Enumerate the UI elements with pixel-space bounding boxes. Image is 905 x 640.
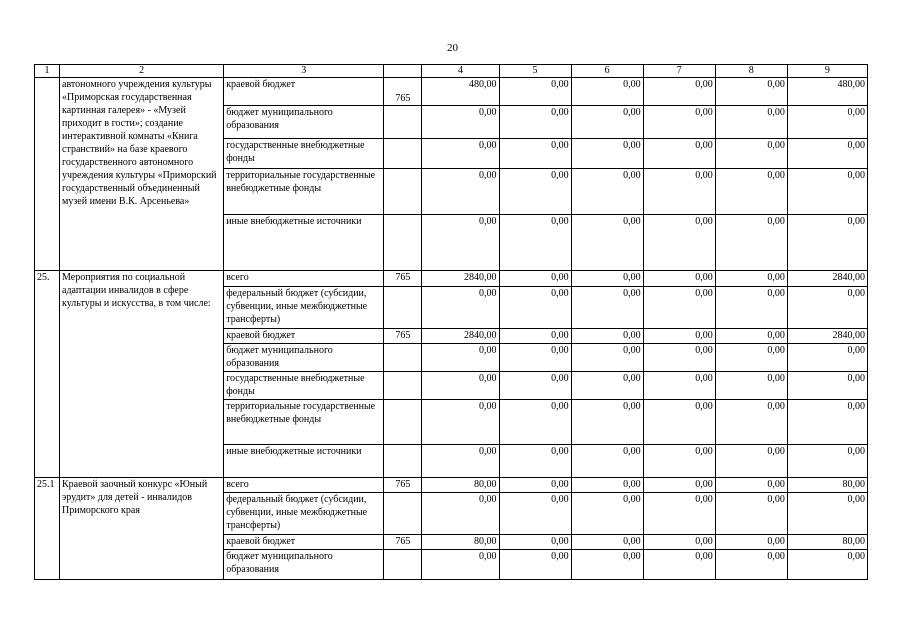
amount-cell: 2840,00: [787, 329, 867, 344]
amount-cell: 0,00: [643, 139, 715, 169]
column-header: 2: [60, 65, 224, 78]
budget-code: [384, 215, 422, 271]
table-row: [35, 478, 868, 493]
funding-source: краевой бюджет: [224, 78, 384, 106]
amount-cell: 0,00: [499, 344, 571, 372]
amount-cell: 80,00: [422, 535, 499, 550]
amount-cell: 0,00: [787, 445, 867, 478]
amount-cell: 0,00: [499, 329, 571, 344]
amount-cell: 0,00: [643, 271, 715, 287]
item-description: Мероприятия по социальной адаптации инвалидов в сфере культуры и искусства, в том числе:: [60, 271, 224, 478]
budget-code: [384, 344, 422, 372]
budget-code: [384, 169, 422, 215]
amount-cell: 0,00: [499, 169, 571, 215]
amount-cell: 0,00: [422, 344, 499, 372]
amount-cell: 0,00: [571, 139, 643, 169]
funding-source: бюджет муниципального образования: [224, 106, 384, 139]
amount-cell: 0,00: [571, 78, 643, 106]
table-row: [35, 271, 868, 287]
amount-cell: 0,00: [787, 106, 867, 139]
amount-cell: 0,00: [787, 372, 867, 400]
amount-cell: 0,00: [422, 493, 499, 535]
funding-source: бюджет муниципального образования: [224, 550, 384, 580]
amount-cell: 0,00: [571, 493, 643, 535]
amount-cell: 0,00: [422, 445, 499, 478]
amount-cell: 0,00: [499, 139, 571, 169]
amount-cell: 480,00: [422, 78, 499, 106]
funding-source: иные внебюджетные источники: [224, 445, 384, 478]
budget-code: [384, 400, 422, 445]
amount-cell: 0,00: [499, 550, 571, 580]
amount-cell: 0,00: [715, 78, 787, 106]
column-header: 8: [715, 65, 787, 78]
item-index: 25.1: [35, 478, 60, 580]
amount-cell: 0,00: [643, 169, 715, 215]
amount-cell: 0,00: [499, 445, 571, 478]
column-header: 9: [787, 65, 867, 78]
funding-source: федеральный бюджет (субсидии, субвенции, иные межбюджетные трансферты): [224, 287, 384, 329]
amount-cell: 0,00: [499, 287, 571, 329]
column-number-row: [35, 65, 868, 78]
amount-cell: 0,00: [643, 287, 715, 329]
amount-cell: 0,00: [422, 372, 499, 400]
page-number: 20: [447, 42, 458, 54]
budget-code: 765: [384, 478, 422, 493]
amount-cell: 0,00: [715, 271, 787, 287]
amount-cell: 2840,00: [422, 271, 499, 287]
amount-cell: 0,00: [787, 139, 867, 169]
amount-cell: 80,00: [422, 478, 499, 493]
amount-cell: 0,00: [571, 478, 643, 493]
amount-cell: 0,00: [643, 106, 715, 139]
funding-source: государственные внебюджетные фонды: [224, 372, 384, 400]
amount-cell: 0,00: [571, 535, 643, 550]
amount-cell: 0,00: [499, 493, 571, 535]
item-description: Краевой заочный конкурс «Юный эрудит» для детей - инвалидов Приморского края: [60, 478, 224, 580]
amount-cell: 0,00: [787, 493, 867, 535]
column-header: [384, 65, 422, 78]
funding-source: территориальные государственные внебюджетные фонды: [224, 400, 384, 445]
amount-cell: 0,00: [787, 344, 867, 372]
funding-source: государственные внебюджетные фонды: [224, 139, 384, 169]
amount-cell: 0,00: [787, 215, 867, 271]
funding-source: бюджет муниципального образования: [224, 344, 384, 372]
amount-cell: 0,00: [643, 215, 715, 271]
amount-cell: 0,00: [422, 169, 499, 215]
funding-source: всего: [224, 478, 384, 493]
funding-source: федеральный бюджет (субсидии, субвенции, иные межбюджетные трансферты): [224, 493, 384, 535]
column-header: 5: [499, 65, 571, 78]
column-header: 1: [35, 65, 60, 78]
amount-cell: 480,00: [787, 78, 867, 106]
amount-cell: 0,00: [499, 400, 571, 445]
amount-cell: 0,00: [715, 493, 787, 535]
amount-cell: 0,00: [787, 400, 867, 445]
amount-cell: 0,00: [643, 344, 715, 372]
amount-cell: 0,00: [643, 478, 715, 493]
amount-cell: 0,00: [643, 400, 715, 445]
column-header: 4: [422, 65, 499, 78]
amount-cell: 0,00: [571, 372, 643, 400]
budget-code: 765: [384, 271, 422, 287]
amount-cell: 0,00: [643, 372, 715, 400]
amount-cell: 0,00: [643, 535, 715, 550]
amount-cell: 0,00: [499, 215, 571, 271]
amount-cell: 0,00: [571, 550, 643, 580]
item-description: автономного учреждения культуры «Приморская государственная картинная галерея» - «Музей приходит в гости»; создание интерактивной комнаты «Книга странствий» на базе краевого государственного автономного учреждения культуры «Приморский государственный объединенный музей имени В.К. Арсеньева»: [60, 78, 224, 271]
funding-source: иные внебюджетные источники: [224, 215, 384, 271]
amount-cell: 0,00: [571, 344, 643, 372]
amount-cell: 0,00: [715, 287, 787, 329]
amount-cell: 0,00: [715, 329, 787, 344]
amount-cell: 0,00: [499, 78, 571, 106]
amount-cell: 0,00: [422, 139, 499, 169]
column-header: 7: [643, 65, 715, 78]
budget-code: [384, 287, 422, 329]
amount-cell: 0,00: [422, 287, 499, 329]
amount-cell: 0,00: [571, 287, 643, 329]
amount-cell: 0,00: [787, 550, 867, 580]
amount-cell: 0,00: [422, 106, 499, 139]
amount-cell: 0,00: [499, 372, 571, 400]
amount-cell: 0,00: [715, 400, 787, 445]
funding-source: всего: [224, 271, 384, 287]
amount-cell: 0,00: [787, 169, 867, 215]
amount-cell: 2840,00: [787, 271, 867, 287]
amount-cell: 0,00: [571, 329, 643, 344]
amount-cell: 0,00: [643, 329, 715, 344]
amount-cell: 0,00: [571, 445, 643, 478]
amount-cell: 0,00: [715, 535, 787, 550]
amount-cell: 0,00: [715, 215, 787, 271]
budget-code: [384, 493, 422, 535]
amount-cell: 0,00: [787, 287, 867, 329]
amount-cell: 0,00: [499, 271, 571, 287]
funding-source: краевой бюджет: [224, 535, 384, 550]
amount-cell: 80,00: [787, 478, 867, 493]
amount-cell: 0,00: [715, 344, 787, 372]
budget-table: [34, 64, 868, 580]
amount-cell: 0,00: [715, 139, 787, 169]
column-header: 3: [224, 65, 384, 78]
amount-cell: 0,00: [499, 535, 571, 550]
funding-source: краевой бюджет: [224, 329, 384, 344]
budget-code: [384, 445, 422, 478]
amount-cell: 0,00: [499, 478, 571, 493]
amount-cell: 0,00: [571, 271, 643, 287]
amount-cell: 0,00: [715, 550, 787, 580]
budget-code: 765: [384, 329, 422, 344]
amount-cell: 0,00: [715, 478, 787, 493]
amount-cell: 0,00: [499, 106, 571, 139]
amount-cell: 0,00: [715, 445, 787, 478]
amount-cell: 0,00: [715, 106, 787, 139]
budget-code: [384, 139, 422, 169]
budget-code: [384, 550, 422, 580]
amount-cell: 0,00: [643, 78, 715, 106]
amount-cell: 0,00: [715, 169, 787, 215]
amount-cell: 0,00: [571, 106, 643, 139]
amount-cell: 0,00: [422, 550, 499, 580]
amount-cell: 0,00: [571, 400, 643, 445]
amount-cell: 0,00: [715, 372, 787, 400]
amount-cell: 0,00: [643, 445, 715, 478]
amount-cell: 0,00: [422, 400, 499, 445]
budget-code: [384, 372, 422, 400]
item-index: 25.: [35, 271, 60, 478]
amount-cell: 0,00: [422, 215, 499, 271]
amount-cell: 0,00: [571, 215, 643, 271]
table-row: [35, 78, 868, 106]
budget-code: 765: [384, 78, 422, 106]
funding-source: территориальные государственные внебюджетные фонды: [224, 169, 384, 215]
amount-cell: 2840,00: [422, 329, 499, 344]
item-index: [35, 78, 60, 271]
amount-cell: 0,00: [643, 493, 715, 535]
column-header: 6: [571, 65, 643, 78]
budget-code: [384, 106, 422, 139]
amount-cell: 0,00: [571, 169, 643, 215]
amount-cell: 80,00: [787, 535, 867, 550]
amount-cell: 0,00: [643, 550, 715, 580]
budget-code: 765: [384, 535, 422, 550]
